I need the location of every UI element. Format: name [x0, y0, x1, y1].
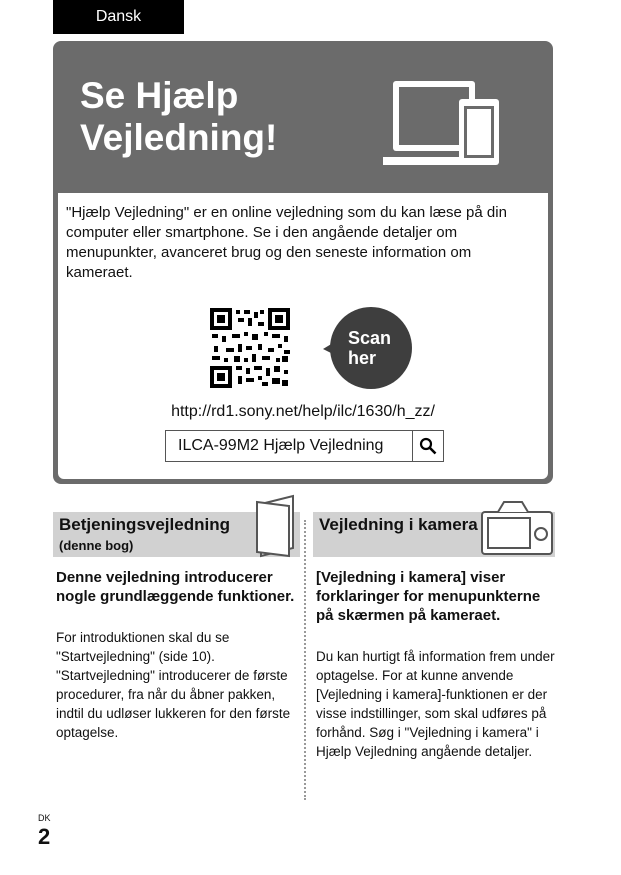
scan-here-label: [348, 328, 391, 368]
scan-label-line2: her: [348, 348, 377, 368]
search-button[interactable]: [412, 431, 443, 461]
help-content-panel: [58, 193, 548, 479]
scan-label-line1: Scan: [348, 328, 392, 348]
in-camera-guide-title: Vejledning i kamera: [319, 515, 478, 534]
help-search-box[interactable]: [165, 430, 444, 462]
magnifier-icon: [419, 437, 437, 455]
in-camera-guide-body: Du kan hurtigt få information frem under optagelse. For at kunne anvende [Vejledning i kamera]-funktionen er der visse indstillinger, som skal udføres på forhånd. Søg i "Vejledning i kamera" i Hjælp Vejledning angående detaljer.: [316, 649, 555, 759]
booklet-icon: [255, 494, 299, 558]
language-tab: Dansk: [53, 0, 184, 34]
in-camera-guide-lead: [Vejledning i kamera] viser forklaringer for menupunkterne på skærmen på kameraet.: [316, 569, 541, 624]
help-url-link[interactable]: http://rd1.sony.net/help/ilc/1630/h_zz/: [171, 403, 435, 420]
operating-manual-body: For introduktionen skal du se "Startvejledning" (side 10). "Startvejledning" introducerer de første procedurer, fra når du åbner pakken, indtil du udløser lukkeren for den første optagelse.: [56, 630, 291, 740]
operating-manual-subtitle: (denne bog): [59, 538, 134, 553]
help-guide-card: [53, 41, 553, 484]
camera-icon: [478, 498, 556, 558]
qr-code[interactable]: [210, 308, 290, 388]
help-title-line1: Se Hjælp: [80, 75, 239, 116]
help-title-line2: Vejledning!: [80, 117, 278, 158]
search-query-text: ILCA-99M2 Hjælp Vejledning: [178, 437, 384, 454]
page-region-code: DK: [38, 813, 51, 823]
laptop-smartphone-icon: [383, 79, 503, 191]
column-divider: [304, 520, 306, 800]
help-description: "Hjælp Vejledning" er en online vejledning som du kan læse på din computer eller smartphone. Se i den angående detaljer om menupunkter, avanceret brug og den seneste information om kameraet.: [66, 204, 507, 281]
operating-manual-title: Betjeningsvejledning: [59, 515, 230, 534]
help-title: [80, 75, 277, 159]
page-number: 2: [38, 824, 51, 849]
operating-manual-lead: Denne vejledning introducerer nogle grundlæggende funktioner.: [56, 569, 295, 605]
